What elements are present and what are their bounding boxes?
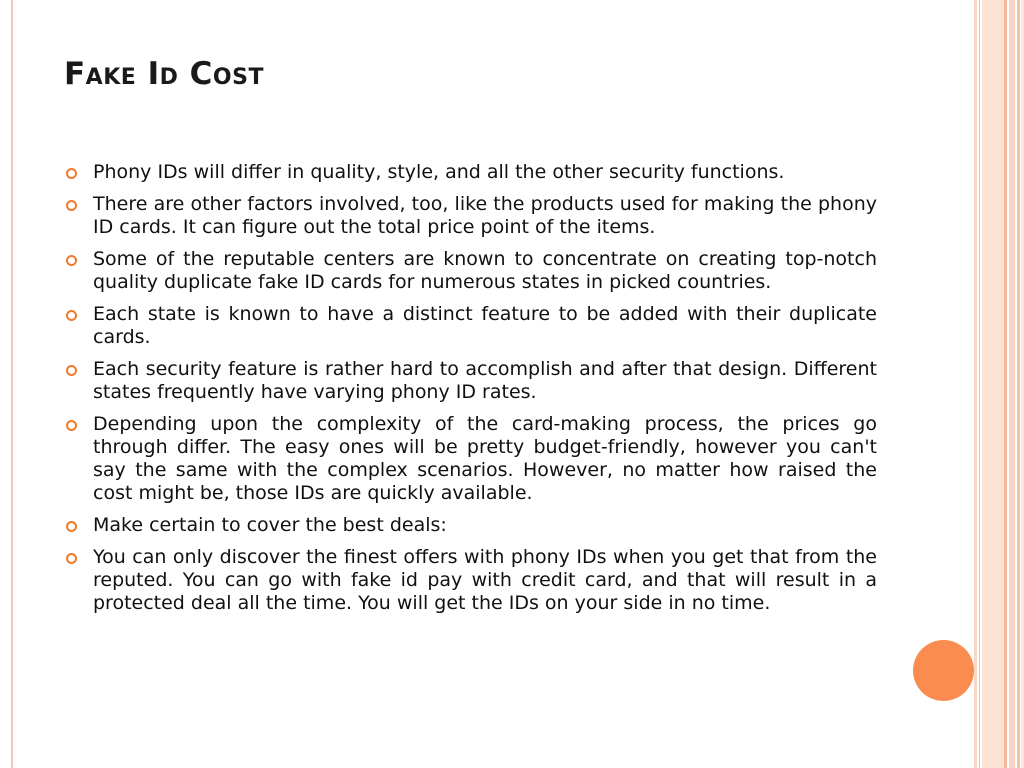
stripe [982,0,1004,768]
bullet-circle-icon [66,553,77,564]
bullet-circle-icon [66,365,77,376]
bullet-text: Each state is known to have a distinct feature to be added with their duplicate cards. [93,303,877,348]
bullet-item [64,193,877,239]
stripe [974,0,977,768]
bullet-item [64,358,877,404]
bullet-list [64,161,877,624]
bullet-text: Make certain to cover the best deals: [93,514,447,536]
bullet-item [64,413,877,505]
bullet-text: There are other factors involved, too, like the products used for making the phony ID cards. It can figure out the total price point of the items. [93,193,877,238]
stripe [979,0,980,768]
bullet-circle-icon [66,420,77,431]
bullet-circle-icon [66,310,77,321]
stripe [1004,0,1007,768]
bullet-text: Some of the reputable centers are known to concentrate on creating top-notch quality duplicate fake ID cards for numerous states in picked countries. [93,248,877,293]
bullet-item [64,303,877,349]
stripe [1017,0,1020,768]
right-decorative-stripes [974,0,1024,768]
bullet-item [64,514,877,537]
bullet-text: You can only discover the finest offers with phony IDs when you get that from the reputed. You can go with fake id pay with credit card, and that will result in a protected deal all the time. You will get the IDs on your side in no time. [93,546,877,614]
bullet-text: Each security feature is rather hard to accomplish and after that design. Different states frequently have varying phony ID rates. [93,358,877,403]
bullet-circle-icon [66,200,77,211]
left-border-line [11,0,13,768]
bullet-circle-icon [66,255,77,266]
bullet-item [64,546,877,615]
bullet-circle-icon [66,168,77,179]
bullet-text: Depending upon the complexity of the card-making process, the prices go through differ. The easy ones will be pretty budget-friendly, however you can't say the same with the complex scenarios. However, no matter how raised the cost might be, those IDs are quickly available. [93,413,877,504]
bullet-text: Phony IDs will differ in quality, style, and all the other security functions. [93,161,785,183]
bullet-item [64,161,877,184]
bullet-item [64,248,877,294]
bullet-circle-icon [66,521,77,532]
stripe [1009,0,1015,768]
decorative-orange-circle [913,640,974,701]
slide-title: Fake Id Cost [64,56,264,92]
